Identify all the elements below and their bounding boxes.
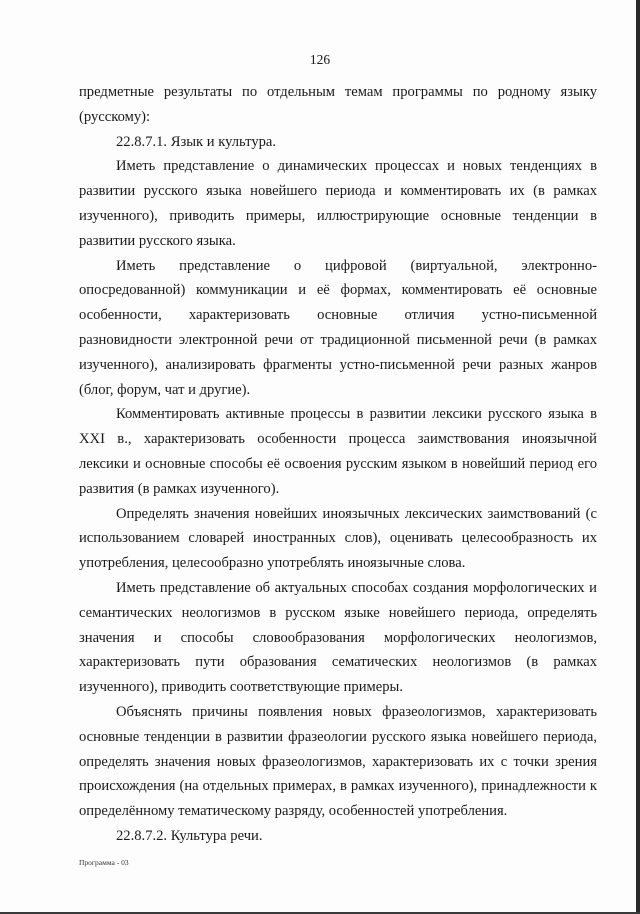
paragraph-neologisms: Иметь представление об актуальных способах создания морфологических и семантических неологизмов в русском языке новейшего периода, определять значения и способы словообразования морфологических неологизмов, характеризовать пути образования сематических неологизмов (в рамках изученного), приводить соответствующие примеры. [79, 579, 597, 696]
paragraph-phraseology: Объяснять причины появления новых фразеологизмов, характеризовать основные тенденции в развитии фразеологии русского языка новейшего периода, определять значения новых фразеологизмов, характеризовать их с точки зрения происхождения (на отдельных примерах, в рамках изученного), принадлежности к определённому тематическому разряду, особенностей употребления. [79, 703, 597, 820]
section-heading-language-culture: 22.8.7.1. Язык и культура. [116, 133, 277, 150]
paragraph-digital-communication: Иметь представление о цифровой (виртуальной, электронно-опосредованной) коммуникации и её формах, комментировать её основные особенности, характеризовать основные отличия устно-письменной разновидности электронной речи от традиционной письменной речи (в рамках изученного), анализировать фрагменты устно-письменной речи разных жанров (блог, форум, чат и другие). [79, 257, 597, 398]
paragraph-lexicon-processes: Комментировать активные процессы в развитии лексики русского языка в XXI в., характеризовать особенности процесса заимствования иноязычной лексики и основные способы её освоения русским языком в новейший период его развития (в рамках изученного). [79, 406, 597, 497]
page-number: 126 [309, 52, 331, 67]
scan-edge-right [636, 0, 640, 914]
intro-paragraph: предметные результаты по отдельным темам программы по родному языку (русскому): [79, 84, 597, 125]
page-footer: Программа - 03 [79, 858, 129, 867]
document-body [79, 80, 597, 849]
section-heading-speech-culture: 22.8.7.2. Культура речи. [116, 827, 263, 844]
paragraph-borrowings: Определять значения новейших иноязычных лексических заимствований (с использованием словарей иностранных слов), оценивать целесообразность их употребления, целесообразно употреблять иноязычные слова. [79, 505, 597, 572]
paragraph-dynamic-processes: Иметь представление о динамических процессах и новых тенденциях в развитии русского языка новейшего периода и комментировать их (в рамках изученного), приводить примеры, иллюстрирующие основные тенденции в развитии русского языка. [79, 158, 597, 249]
